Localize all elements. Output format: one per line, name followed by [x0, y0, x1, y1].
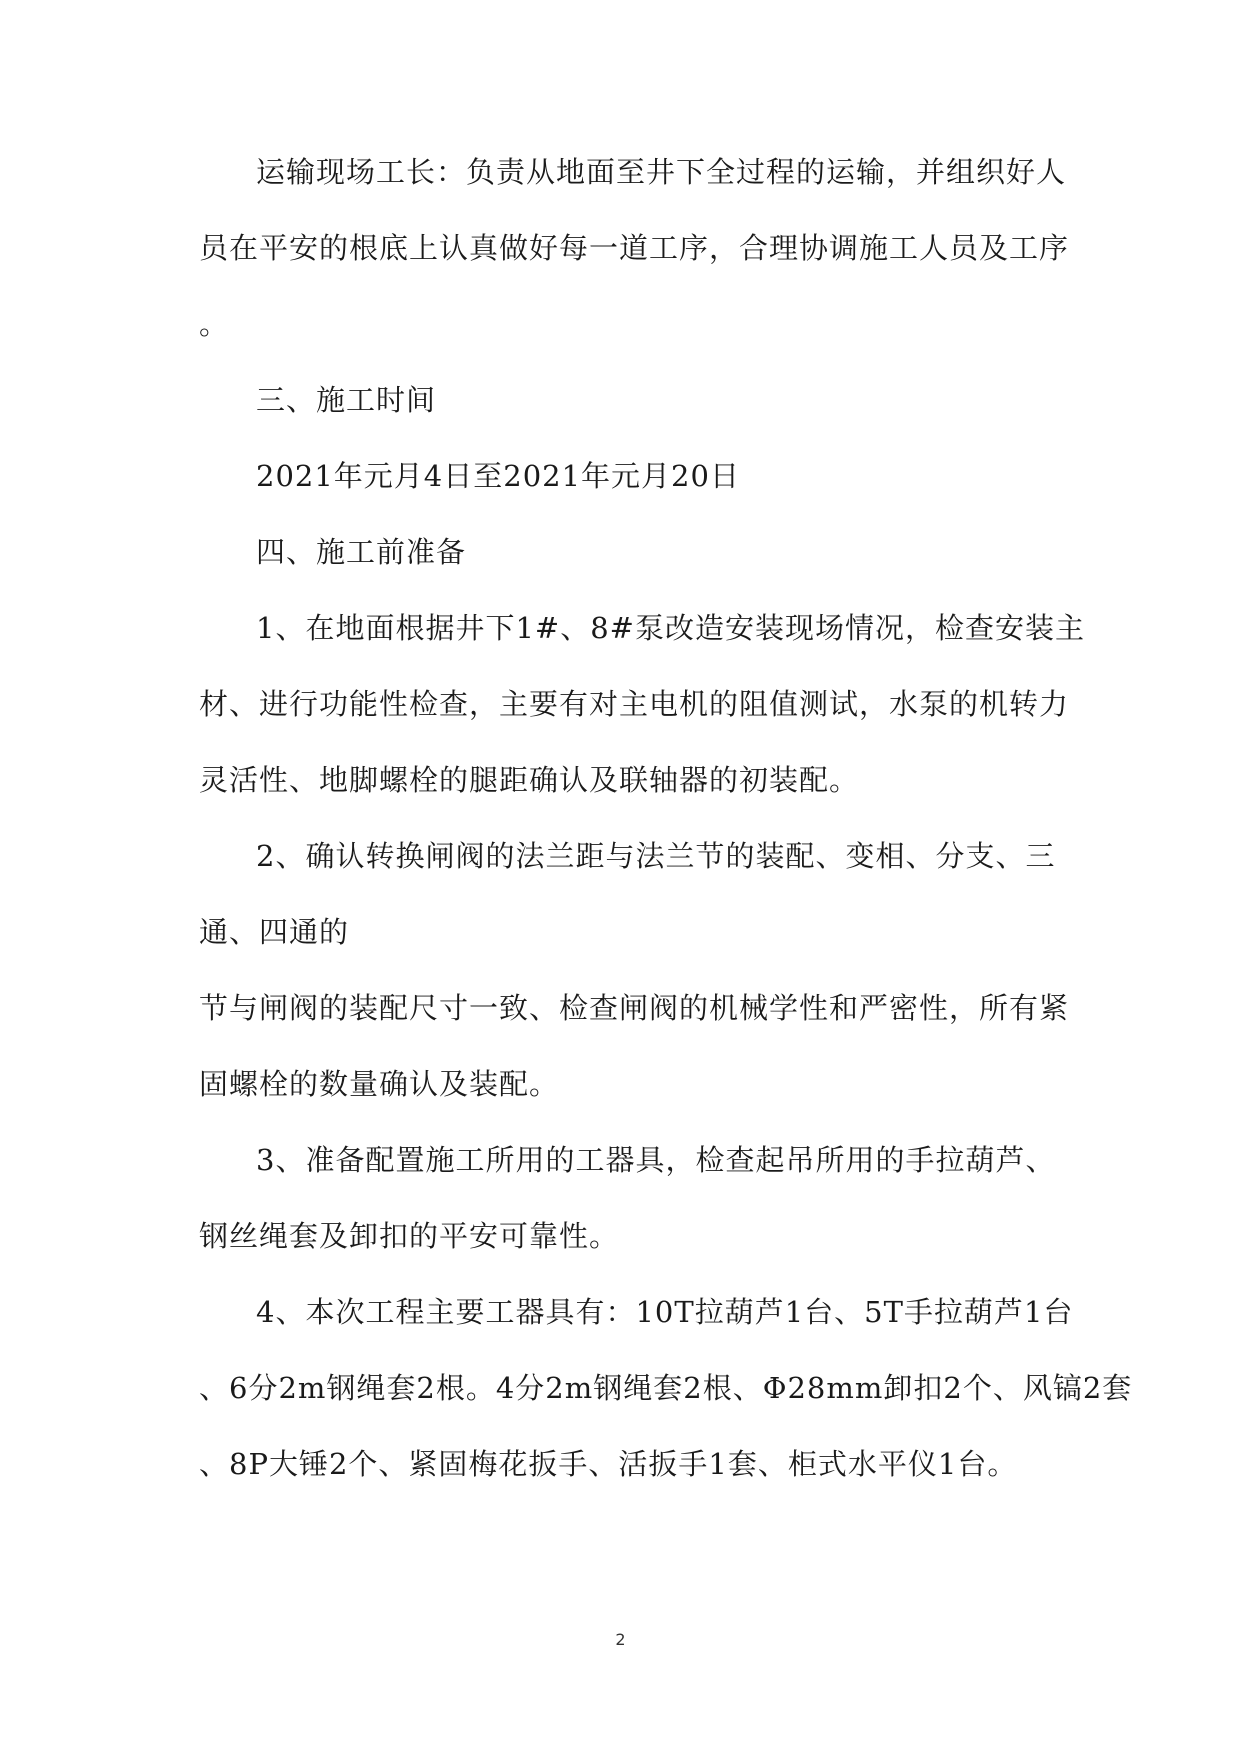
paragraph-line: 4、本次工程主要工器具有：10T拉葫芦1台、5T手拉葫芦1台 — [256, 1295, 1074, 1329]
paragraph-line: 通、四通的 — [199, 915, 350, 949]
section-heading: 三、施工时间 — [256, 383, 437, 417]
paragraph-line: 2021年元月4日至2021年元月20日 — [256, 459, 740, 493]
paragraph-line: 运输现场工长：负责从地面至井下全过程的运输，并组织好人 — [256, 155, 1067, 189]
paragraph-line: 2、确认转换闸阀的法兰距与法兰节的装配、变相、分支、三 — [256, 839, 1056, 873]
paragraph-line: 员在平安的根底上认真做好每一道工序，合理协调施工人员及工序 — [199, 231, 1070, 265]
paragraph-line: 灵活性、地脚螺栓的腿距确认及联轴器的初装配。 — [199, 763, 860, 797]
paragraph-line: 钢丝绳套及卸扣的平安可靠性。 — [199, 1219, 620, 1253]
paragraph-line: 、8P大锤2个、紧固梅花扳手、活扳手1套、柜式水平仪1台。 — [199, 1447, 1018, 1481]
paragraph-line: 节与闸阀的装配尺寸一致、检查闸阀的机械学性和严密性，所有紧 — [199, 991, 1070, 1025]
paragraph-line: 固螺栓的数量确认及装配。 — [199, 1067, 560, 1101]
page-number: 2 — [615, 1630, 626, 1649]
paragraph-line: 3、准备配置施工所用的工器具，检查起吊所用的手拉葫芦、 — [256, 1143, 1056, 1177]
paragraph-line: 1、在地面根据井下1#、8#泵改造安装现场情况，检查安装主 — [256, 611, 1085, 645]
paragraph-line: 材、进行功能性检查，主要有对主电机的阻值测试，水泵的机转力 — [199, 687, 1070, 721]
paragraph-line: 。 — [199, 307, 230, 341]
paragraph-line: 、6分2m钢绳套2根。4分2m钢绳套2根、Φ28mm卸扣2个、风镐2套 — [199, 1371, 1133, 1405]
section-heading: 四、施工前准备 — [256, 535, 467, 569]
